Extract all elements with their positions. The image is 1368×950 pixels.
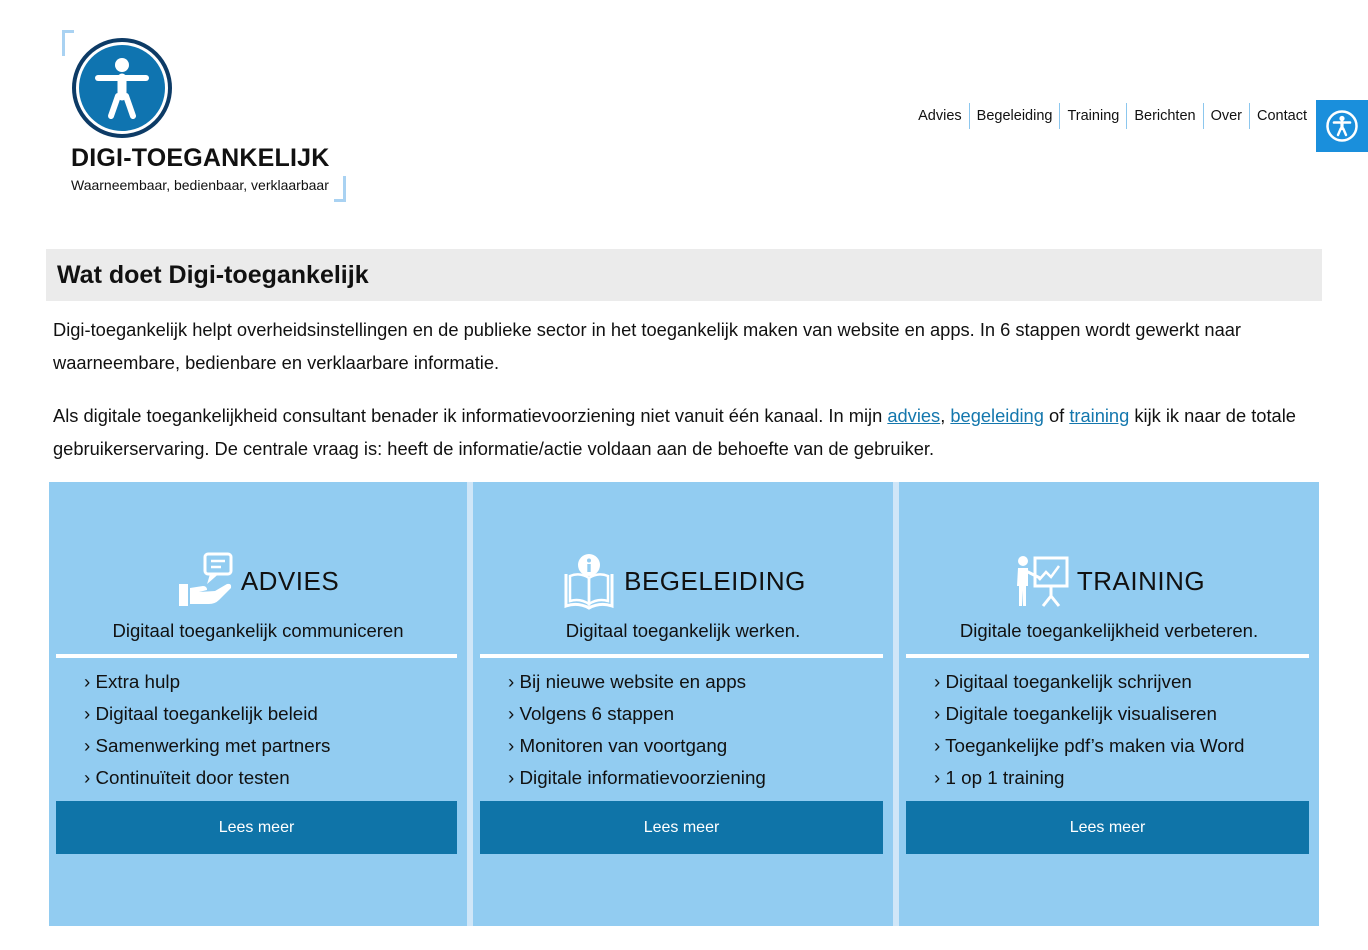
card-subtitle: Digitale toegankelijkheid verbeteren. [959,620,1259,641]
nav-item-begeleiding[interactable]: Begeleiding [969,103,1060,129]
focus-bracket-top-left [62,30,74,56]
nav-item-contact[interactable]: Contact [1249,103,1314,129]
card-advies [49,482,467,926]
list-item: › Toegankelijke pdf’s maken via Word [934,735,1245,756]
list-item: › Samenwerking met partners [84,735,331,756]
nav-item-over[interactable]: Over [1203,103,1249,129]
site-logo-link[interactable] [62,30,346,202]
lees-meer-advies-button[interactable]: Lees meer [56,801,457,854]
book-info-icon [560,552,618,610]
nav-item-training[interactable]: Training [1059,103,1126,129]
site-tagline: Waarneembaar, bedienbaar, verklaarbaar [71,177,329,193]
list-item: › Continuïteit door testen [84,767,290,788]
link-advies[interactable]: advies [887,405,941,426]
list-item: › Bij nieuwe website en apps [508,671,747,692]
list-item: › Digitale informatievoorziening [508,767,766,788]
intro-paragraph-1: Digi-toegankelijk helpt overheidsinstellingen en de publieke sector in het toegankelijk maken van website en apps. In 6 stappen wordt gewerkt naar waarneembare, bedienbare en verklaarbare informatie. [53,319,1241,373]
nav-item-advies[interactable]: Advies [918,108,962,124]
card-divider [480,654,883,658]
list-item: › Extra hulp [84,671,181,692]
page-heading: Wat doet Digi-toegankelijk [57,260,369,289]
card-training [899,482,1319,926]
card-list [508,666,766,794]
lees-meer-training-button[interactable]: Lees meer [906,801,1309,854]
lees-meer-begeleiding-button[interactable]: Lees meer [480,801,883,854]
site-title[interactable]: DIGI-TOEGANKELIJK [71,144,330,172]
card-subtitle: Digitaal toegankelijk werken. [565,620,801,641]
list-item: › 1 op 1 training [934,767,1065,788]
intro-text [53,314,1315,486]
list-item: › Volgens 6 stappen [508,703,675,724]
service-cards [49,482,1319,926]
card-divider [56,654,457,658]
presenter-board-icon [1013,552,1071,610]
intro-paragraph-2: Als digitale toegankelijkheid consultant benader ik informatievoorziening niet vanuit één kanaal. In mijn advies, begeleiding of training kijk ik naar de totale gebruikerservaring. De centrale vraag is: heeft de informatie/actie voldaan aan de behoefte van de gebruiker. [53,405,1296,459]
card-title-training: TRAINING [1076,565,1206,596]
section-heading-bar [46,249,1322,301]
card-title-advies: ADVIES [240,565,340,596]
hand-speech-icon [177,552,235,610]
card-list [84,666,330,794]
card-subtitle: Digitaal toegankelijk communiceren [112,620,404,641]
link-training[interactable]: training [1069,405,1130,426]
focus-bracket-bottom-right [334,176,346,202]
list-item: › Digitale toegankelijk visualiseren [934,703,1217,724]
card-list [934,666,1244,794]
main-navigation [911,103,1314,129]
card-divider [906,654,1309,658]
accessibility-logo-icon [72,38,172,138]
list-item: › Digitaal toegankelijk schrijven [934,671,1192,692]
accessibility-toolbar-button[interactable] [1316,100,1368,152]
link-begeleiding[interactable]: begeleiding [950,405,1044,426]
card-begeleiding [473,482,893,926]
list-item: › Monitoren van voortgang [508,735,728,756]
card-title-begeleiding: BEGELEIDING [624,565,806,596]
accessibility-icon [1325,109,1359,143]
nav-item-berichten[interactable]: Berichten [1126,103,1202,129]
list-item: › Digitaal toegankelijk beleid [84,703,318,724]
